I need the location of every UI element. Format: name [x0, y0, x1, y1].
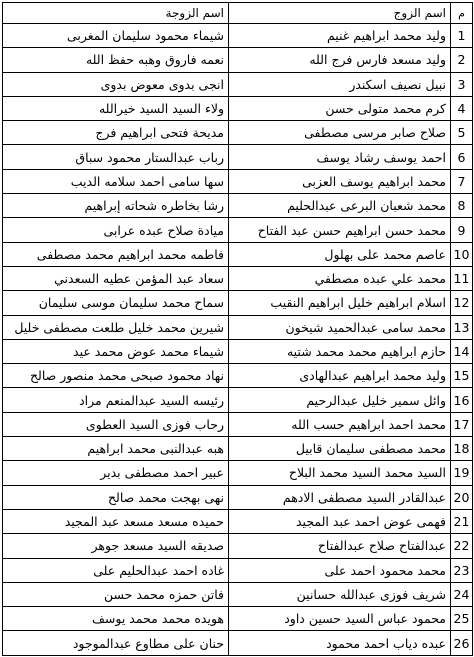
table-row [3, 485, 473, 509]
wife-name-cell: نهى بهجت محمد صالح [3, 485, 229, 509]
wife-name-cell: رشا بخاطره شحاته إبراهيم [3, 194, 229, 218]
husband-name-cell: عبدالقادر السيد مصطفى الادهم [229, 485, 451, 509]
husband-name-cell: محمد ابراهيم يوسف العزبى [229, 169, 451, 193]
husband-name-cell: محمود عباس السيد حسين داود [229, 607, 451, 631]
row-number: 14 [451, 339, 473, 363]
row-number: 5 [451, 121, 473, 145]
husband-name-cell: عبدالفتاح صلاح عبدالفتاح [229, 534, 451, 558]
row-number: 22 [451, 534, 473, 558]
wife-name-cell: حنان على مطاوع عبدالموجود [3, 631, 229, 655]
row-number: 4 [451, 96, 473, 120]
row-number: 10 [451, 242, 473, 266]
wife-name-cell: رئيسه السيد عبدالمنعم مراد [3, 388, 229, 412]
table-row [3, 509, 473, 533]
wife-name-cell: هبه عبدالنبى محمد ابراهيم [3, 437, 229, 461]
wife-name-cell: ميادة صلاح عبده عرابى [3, 218, 229, 242]
header-number: م [451, 3, 473, 24]
husband-name-cell: كرم محمد متولى حسن [229, 96, 451, 120]
wife-name-cell: ولاء السيد السيد خيرالله [3, 96, 229, 120]
table-row [3, 558, 473, 582]
wife-name-cell: سماح محمد سليمان موسى سليمان [3, 291, 229, 315]
husband-name-cell: محمد علي عبده مصطفي [229, 266, 451, 290]
row-number: 23 [451, 558, 473, 582]
table-row [3, 291, 473, 315]
wife-name-cell: سها سامى احمد سلامه الديب [3, 169, 229, 193]
wife-name-cell: رباب عبدالستار محمود سباق [3, 145, 229, 169]
table-row [3, 266, 473, 290]
table-row [3, 48, 473, 72]
table-row [3, 145, 473, 169]
table-header-row [3, 3, 473, 24]
row-number: 13 [451, 315, 473, 339]
row-number: 21 [451, 509, 473, 533]
table-body [3, 24, 473, 656]
row-number: 24 [451, 582, 473, 606]
wife-name-cell: نعمه فاروق وهبه حفظ الله [3, 48, 229, 72]
row-number: 3 [451, 72, 473, 96]
wife-name-cell: نهاد محمود صبحى محمد منصور صالح [3, 364, 229, 388]
wife-name-cell: فاتن حمزه محمد حسن [3, 582, 229, 606]
wife-name-cell: فاطمه محمد ابراهيم محمد مصطفى [3, 242, 229, 266]
table-row [3, 339, 473, 363]
row-number: 8 [451, 194, 473, 218]
row-number: 26 [451, 631, 473, 655]
table-row [3, 607, 473, 631]
table-row [3, 218, 473, 242]
row-number: 25 [451, 607, 473, 631]
husband-name-cell: محمد سامى عبدالحميد شيخون [229, 315, 451, 339]
wife-name-cell: هويده محمد محمد يوسف [3, 607, 229, 631]
husband-name-cell: فهمى عوض احمد عبد المجيد [229, 509, 451, 533]
husband-name-cell: وليد محمد ابراهيم غنيم [229, 24, 451, 48]
table-row [3, 194, 473, 218]
row-number: 2 [451, 48, 473, 72]
husband-name-cell: صلاح صابر مرسى مصطفى [229, 121, 451, 145]
wife-name-cell: عبير احمد مصطفى بدير [3, 461, 229, 485]
table-row [3, 242, 473, 266]
husband-name-cell: السيد محمد السيد محمد البلاح [229, 461, 451, 485]
wife-name-cell: سعاد عبد المؤمن عطيه السعدني [3, 266, 229, 290]
wife-name-cell: غاده احمد عبدالحليم على [3, 558, 229, 582]
husband-name-cell: وليد مسعد فارس فرج الله [229, 48, 451, 72]
wife-name-cell: انجى بدوى معوض بدوى [3, 72, 229, 96]
wife-name-cell: شيماء محمد عوض محمد عيد [3, 339, 229, 363]
husband-name-cell: عاصم محمد على بهلول [229, 242, 451, 266]
husband-name-cell: وائل سمير خليل عبدالرحيم [229, 388, 451, 412]
row-number: 18 [451, 437, 473, 461]
row-number: 9 [451, 218, 473, 242]
husband-name-cell: وليد محمد ابراهيم عبدالهادى [229, 364, 451, 388]
husband-name-cell: اسلام ابراهيم خليل ابراهيم النقيب [229, 291, 451, 315]
husband-name-cell: محمد حسن ابراهيم حسن عبد الفتاح [229, 218, 451, 242]
row-number: 1 [451, 24, 473, 48]
wife-name-cell: رحاب فوزى السيد العطوى [3, 412, 229, 436]
wife-name-cell: حميده مسعد مسعد عبد المجيد [3, 509, 229, 533]
table-row [3, 364, 473, 388]
husband-name-cell: محمد محمود احمد على [229, 558, 451, 582]
couples-table [2, 2, 473, 656]
table-row [3, 534, 473, 558]
table-row [3, 582, 473, 606]
husband-name-cell: احمد يوسف رشاد يوسف [229, 145, 451, 169]
husband-name-cell: محمد احمد ابراهيم حسب الله [229, 412, 451, 436]
husband-name-cell: محمد مصطفى سليمان قابيل [229, 437, 451, 461]
row-number: 15 [451, 364, 473, 388]
table-row [3, 631, 473, 655]
table-row [3, 96, 473, 120]
wife-name-cell: شيماء محمود سليمان المغربى [3, 24, 229, 48]
table-row [3, 388, 473, 412]
table-row [3, 121, 473, 145]
table-row [3, 412, 473, 436]
wife-name-cell: صديقه السيد مسعد جوهر [3, 534, 229, 558]
husband-name-cell: شريف فوزى عبدالله حسانين [229, 582, 451, 606]
husband-name-cell: حازم ابراهيم محمد محمد شتيه [229, 339, 451, 363]
wife-name-cell: شيرين محمد خليل طلعت مصطفى خليل [3, 315, 229, 339]
table-row [3, 24, 473, 48]
row-number: 19 [451, 461, 473, 485]
row-number: 17 [451, 412, 473, 436]
husband-name-cell: محمد شعبان البرعى عبدالحليم [229, 194, 451, 218]
row-number: 16 [451, 388, 473, 412]
wife-name-cell: مديحة فتحى ابراهيم فرج [3, 121, 229, 145]
table-row [3, 315, 473, 339]
row-number: 20 [451, 485, 473, 509]
table-row [3, 169, 473, 193]
header-wife-name: اسم الزوجة [3, 3, 229, 24]
table-row [3, 461, 473, 485]
husband-name-cell: نبيل نصيف اسكندر [229, 72, 451, 96]
row-number: 12 [451, 291, 473, 315]
row-number: 7 [451, 169, 473, 193]
row-number: 6 [451, 145, 473, 169]
table-row [3, 437, 473, 461]
husband-name-cell: عبده دياب احمد محمود [229, 631, 451, 655]
table-row [3, 72, 473, 96]
row-number: 11 [451, 266, 473, 290]
header-husband-name: اسم الزوج [229, 3, 451, 24]
